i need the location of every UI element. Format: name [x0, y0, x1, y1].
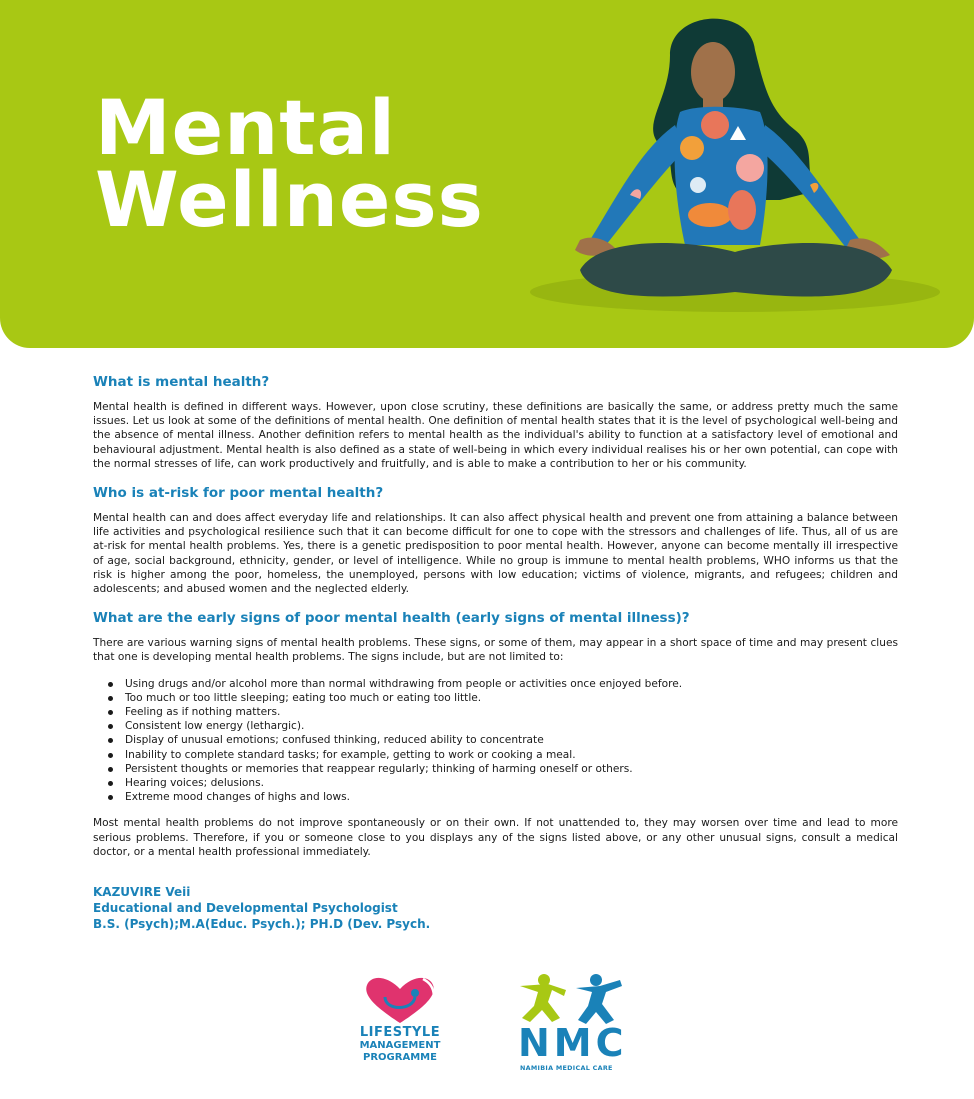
article-body: [93, 373, 898, 872]
section-heading: Who is at-risk for poor mental health?: [93, 485, 384, 502]
list-item: Feeling as if nothing matters.: [125, 705, 898, 719]
lmp-wordmark: [345, 1025, 455, 1064]
section-heading: What are the early signs of poor mental health (early signs of mental illness)?: [93, 610, 690, 627]
lifestyle-management-programme-logo: [345, 975, 455, 1075]
signs-list: [125, 677, 898, 805]
title-line-2: Wellness: [95, 155, 484, 244]
lmp-line-2: MANAGEMENT: [359, 1040, 441, 1051]
list-item: Consistent low energy (lethargic).: [125, 719, 898, 733]
author-signature: [93, 884, 430, 932]
page-title: [95, 83, 484, 244]
section-early-signs: [93, 609, 898, 859]
author-credentials: B.S. (Psych);M.A(Educ. Psych.); PH.D (Dev. Psych.: [93, 917, 431, 931]
list-item: Hearing voices; delusions.: [125, 776, 898, 790]
list-item: Too much or too little sleeping; eating too much or eating too little.: [125, 691, 898, 705]
list-item: Inability to complete standard tasks; for example, getting to work or cooking a meal.: [125, 748, 898, 762]
lmp-line-3: PROGRAMME: [363, 1052, 437, 1063]
list-item: Persistent thoughts or memories that reappear regularly; thinking of harming oneself or others.: [125, 762, 898, 776]
section-paragraph: There are various warning signs of mental health problems. These signs, or some of them, may appear in a short space of time and may present clues that one is developing mental health problems. The signs include, but are not limited to:: [93, 637, 898, 664]
list-item: Using drugs and/or alcohol more than normal withdrawing from people or activities once enjoyed before.: [125, 677, 898, 691]
list-item: Extreme mood changes of highs and lows.: [125, 790, 898, 804]
people-figures-icon: [512, 972, 632, 1027]
namibia-medical-care-logo: [512, 972, 632, 1077]
hero-banner: [0, 0, 974, 348]
title-line-1: Mental: [95, 83, 396, 172]
author-name: KAZUVIRE Veii: [93, 885, 191, 899]
list-item: Display of unusual emotions; confused thinking, reduced ability to concentrate: [125, 733, 898, 747]
section-what-is-mental-health: [93, 373, 898, 471]
section-paragraph: Mental health is defined in different ways. However, upon close scrutiny, these definitions are basically the same, or address pretty much the same issues. Let us look at some of the definitions of mental health. One definition of mental health states that it is the level of psychological well-being and the absence of mental illness. Another definition refers to mental health as the individual's ability to function at a satisfactory level of emotional and behavioural adjustment. Mental health is also defined as a state of well-being in which every individual realises his or her own potential, can cope with the normal stresses of life, can work productively and fruitfully, and is able to make a contribution to her or his community.: [93, 401, 898, 470]
nmc-subtitle: NAMIBIA MEDICAL CARE: [520, 1064, 613, 1072]
section-who-is-at-risk: [93, 484, 898, 596]
section-heading: What is mental health?: [93, 374, 270, 390]
nmc-wordmark: NMC: [518, 1021, 628, 1065]
author-title: Educational and Developmental Psychologist: [93, 901, 398, 915]
closing-paragraph: Most mental health problems do not improve spontaneously or on their own. If not unattended to, they may worsen over time and lead to more serious problems. Therefore, if you or someone close to you displays any of the signs listed above, or any other unusual signs, consult a medical doctor, or a mental health professional immediately.: [93, 817, 898, 858]
heart-stethoscope-icon: [345, 975, 455, 1027]
section-paragraph: Mental health can and does affect everyday life and relationships. It can also affect physical health and prevent one from attaining a balance between life activities and psychological resilience such that it can become difficult for one to cope with the stressors and challenges of life. Thus, all of us are at-risk for mental health problems. Yes, there is a genetic predisposition to poor mental health. However, anyone can become mentally ill irrespective of age, social background, ethnicity, gender, or level of intelligence. While no group is immune to mental health problems, WHO informs us that the risk is higher among the poor, homeless, the unemployed, persons with low education; victims of violence, migrants, and refugees; children and adolescents; and abused women and the neglected elderly.: [93, 512, 898, 596]
meditating-woman-illustration: [520, 0, 960, 330]
lmp-line-1: LIFESTYLE: [359, 1025, 441, 1040]
